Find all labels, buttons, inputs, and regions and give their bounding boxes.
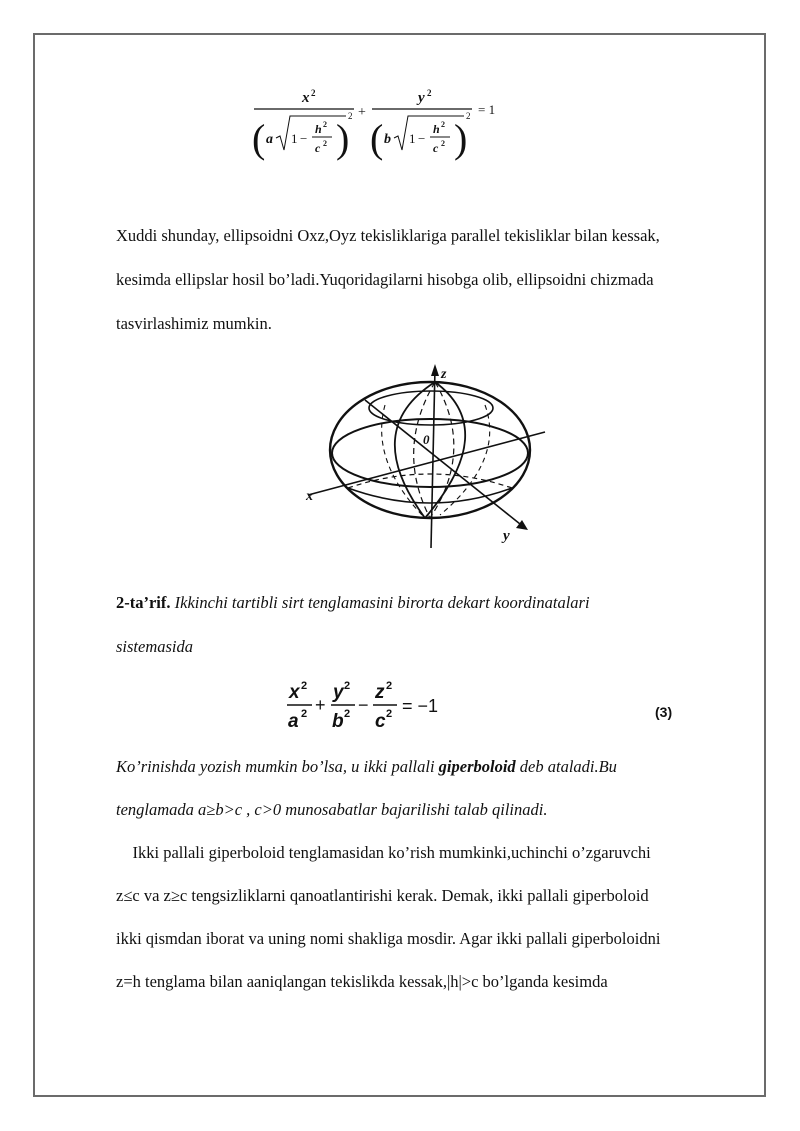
paragraph3-line3: ikki qismdan iborat va uning nomi shakliga mosdir. Agar ikki pallali giperboloidni (116, 929, 661, 948)
x-axis-label: x (306, 489, 313, 504)
formula1-outer-exp-2: 2 (466, 111, 471, 121)
paragraph1-line3: tasvirlashimiz mumkin. (116, 314, 272, 333)
formula3-plus: + (315, 695, 326, 715)
formula1-num-y: y (418, 90, 425, 106)
paragraph3-line1: Ikki pallali giperboloid tenglamasidan ko’rish mumkinki,uchinchi o’zgaruvchi (116, 843, 651, 862)
formula1-den-a: a (266, 132, 273, 147)
z-axis-label: z (441, 367, 447, 382)
formula1-one-2: 1 (409, 131, 416, 146)
formula1-h-2: h (433, 122, 440, 136)
formula1-minus-2: − (418, 131, 426, 146)
formula1-num-x: x (302, 90, 310, 106)
paragraph3-line4: z=h tenglama bilan aaniqlangan tekislikda kessak,|h|>c bo’lganda kesimda (116, 972, 608, 991)
formula1-den-b: b (384, 132, 391, 147)
formula3-x-exp: 2 (301, 680, 308, 692)
term-giperboloid: giperboloid (438, 757, 516, 776)
formula1-c-2: c (433, 141, 439, 155)
formula1-paren-right-2: ) (454, 116, 468, 161)
formula3-minus: − (358, 695, 369, 715)
ellipsoid-outline (330, 382, 530, 518)
formula1-num-x-exp: 2 (311, 88, 316, 98)
formula3-b: b (332, 711, 344, 732)
definition-text-1: Ikkinchi tartibli sirt tenglamasini birorta dekart koordinatalari (174, 593, 590, 612)
formula3-c-exp: 2 (386, 708, 393, 720)
formula1-paren-right-1: ) (336, 116, 350, 161)
definition-line1 (116, 593, 756, 613)
formula3-y-exp: 2 (344, 680, 351, 692)
formula1-plus: + (358, 105, 366, 120)
formula1-paren-left-2: ( (370, 116, 384, 161)
ellipse-section-formula (250, 86, 510, 170)
paragraph1-line2: kesimda ellipslar hosil bo’ladi.Yuqoridagilarni hisobga olib, ellipsoidni chizmada (116, 270, 654, 289)
paragraph2-text-c: deb ataladi.Bu (515, 757, 617, 776)
formula3-z: z (375, 682, 385, 703)
origin-label: 0 (423, 432, 430, 447)
z-axis (431, 368, 435, 548)
formula1-rhs: = 1 (478, 102, 496, 117)
formula1-one-1: 1 (291, 131, 298, 146)
paragraph1-line1: Xuddi shunday, ellipsoidni Oxz,Oyz tekisliklariga parallel tekisliklar bilan kessak, (116, 226, 660, 245)
paragraph2-line1 (116, 757, 756, 777)
paragraph3-line2: z≤c va z≥c tengsizliklarni qanoatlantirishi kerak. Demak, ikki pallali giperboloid (116, 886, 649, 905)
formula3-c: c (375, 711, 386, 732)
formula1-c-exp-1: 2 (323, 139, 327, 148)
formula1-outer-exp-1: 2 (348, 111, 353, 121)
definition-line2: sistemasida (116, 637, 194, 656)
formula1-h-exp-1: 2 (323, 120, 327, 129)
ellipsoid-lower-ring (348, 488, 512, 503)
equation-number: (3) (655, 704, 673, 720)
formula3-z-exp: 2 (386, 680, 393, 692)
two-sheet-hyperboloid-formula (285, 678, 455, 734)
formula1-h-1: h (315, 122, 322, 136)
formula3-x: x (289, 682, 300, 703)
paragraph2-line2: tenglamada a≥b>c , c>0 munosabatlar bajarilishi talab qilinadi. (116, 800, 548, 819)
formula1-c-1: c (315, 141, 321, 155)
formula3-a: a (288, 711, 299, 732)
formula1-minus-1: − (300, 131, 308, 146)
formula3-b-exp: 2 (344, 708, 351, 720)
ellipsoid-figure (300, 360, 555, 555)
formula3-rhs: = −1 (402, 696, 439, 716)
formula3-y: y (333, 682, 344, 703)
formula3-a-exp: 2 (301, 708, 308, 720)
z-axis-arrow (431, 364, 439, 376)
y-axis-label: y (503, 528, 510, 544)
paragraph2-text-a: Ko’rinishda yozish mumkin bo’lsa, u ikki pallali (116, 757, 439, 776)
formula1-num-y-exp: 2 (427, 88, 432, 98)
definition-title: 2-ta’rif. (116, 593, 171, 612)
formula1-c-exp-2: 2 (441, 139, 445, 148)
formula1-paren-left-1: ( (252, 116, 266, 161)
formula1-h-exp-2: 2 (441, 120, 445, 129)
ellipsoid-meridian-1 (395, 382, 435, 518)
